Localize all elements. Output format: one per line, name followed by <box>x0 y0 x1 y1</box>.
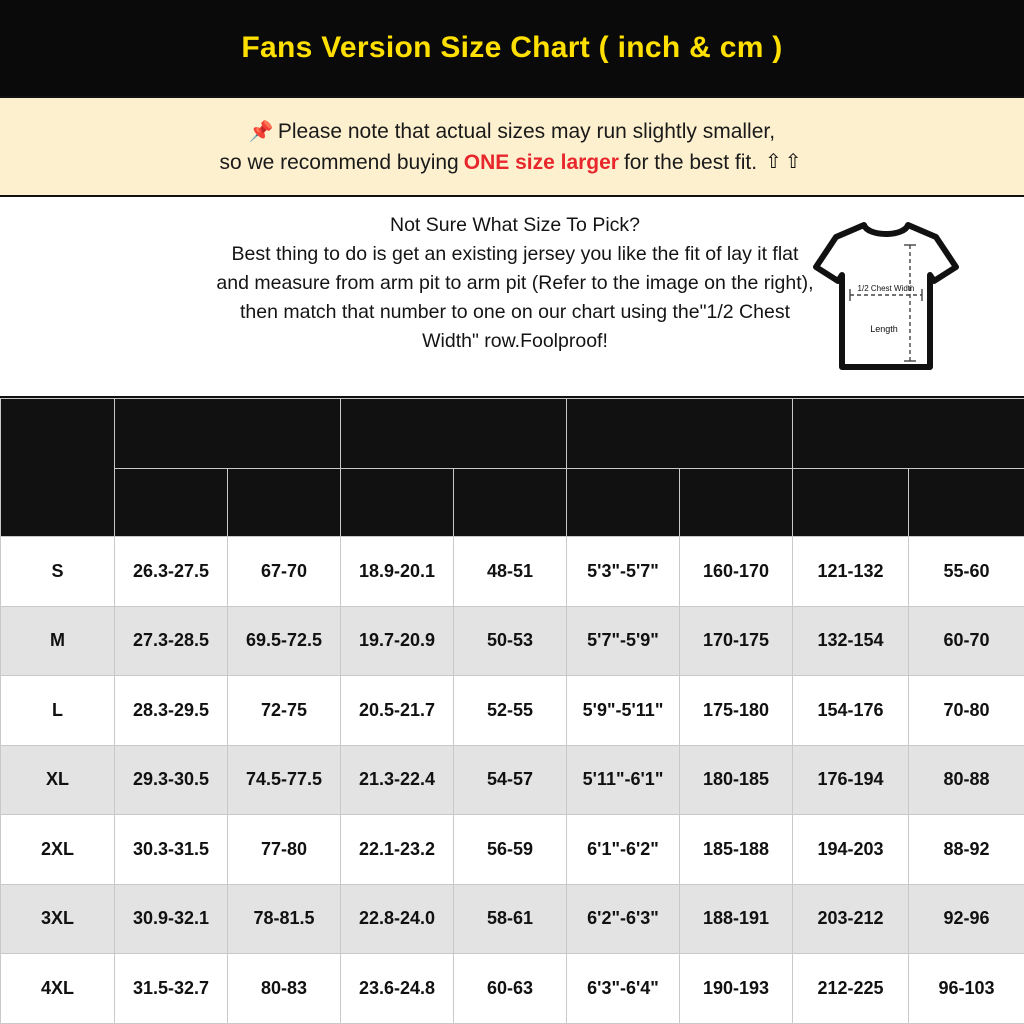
cell-chest-inch: 21.3-22.4 <box>341 745 454 815</box>
cell-weight-pound: 194-203 <box>793 815 909 885</box>
cell-length-inch: 30.3-31.5 <box>115 815 228 885</box>
header-group-weight: Weight <box>793 399 1024 469</box>
note-line-1 <box>249 116 775 147</box>
table-body <box>1 537 1024 1024</box>
header-unit-height-inch: inch <box>567 469 680 537</box>
cell-chest-inch: 22.8-24.0 <box>341 884 454 954</box>
cell-chest-cm: 48-51 <box>454 537 567 607</box>
cell-length-cm: 69.5-72.5 <box>228 606 341 676</box>
cell-length-cm: 78-81.5 <box>228 884 341 954</box>
tshirt-icon <box>806 215 966 380</box>
cell-size: 3XL <box>1 884 115 954</box>
cell-height-inch: 5'9"-5'11" <box>567 676 680 746</box>
title-bar <box>0 0 1024 96</box>
cell-length-inch: 30.9-32.1 <box>115 884 228 954</box>
header-size: SIZE <box>1 399 115 537</box>
cell-chest-cm: 58-61 <box>454 884 567 954</box>
table-row <box>1 954 1024 1024</box>
table-row <box>1 884 1024 954</box>
cell-chest-inch: 20.5-21.7 <box>341 676 454 746</box>
cell-weight-pound: 121-132 <box>793 537 909 607</box>
guide-line-5: Width" row.Foolproof! <box>422 330 608 352</box>
guide-line-2: Best thing to do is get an existing jersey you like the fit of lay it flat <box>231 243 799 265</box>
cell-length-inch: 28.3-29.5 <box>115 676 228 746</box>
cell-height-inch: 5'11"-6'1" <box>567 745 680 815</box>
header-unit-chest-cm: cm <box>454 469 567 537</box>
cell-height-cm: 180-185 <box>680 745 793 815</box>
cell-weight-pound: 176-194 <box>793 745 909 815</box>
cell-chest-inch: 18.9-20.1 <box>341 537 454 607</box>
cell-length-inch: 27.3-28.5 <box>115 606 228 676</box>
cell-height-cm: 175-180 <box>680 676 793 746</box>
diagram-length-label: Length <box>870 324 898 334</box>
cell-chest-inch: 19.7-20.9 <box>341 606 454 676</box>
cell-weight-kg: 80-88 <box>909 745 1024 815</box>
table-row <box>1 606 1024 676</box>
guide-line-4: then match that number to one on our chart using the"1/2 Chest <box>239 301 790 323</box>
cell-chest-cm: 52-55 <box>454 676 567 746</box>
pushpin-icon: 📌 <box>248 121 274 143</box>
cell-size: M <box>1 606 115 676</box>
cell-length-cm: 80-83 <box>228 954 341 1024</box>
table-unit-header-row <box>1 469 1024 537</box>
cell-height-inch: 6'2"-6'3" <box>567 884 680 954</box>
cell-length-cm: 72-75 <box>228 676 341 746</box>
cell-weight-kg: 60-70 <box>909 606 1024 676</box>
tshirt-diagram <box>806 215 966 380</box>
size-table <box>0 398 1024 1024</box>
cell-weight-pound: 154-176 <box>793 676 909 746</box>
header-unit-length-inch: inch <box>115 469 228 537</box>
cell-weight-pound: 212-225 <box>793 954 909 1024</box>
note-highlight: ONE size larger <box>463 150 619 174</box>
page-title: Fans Version Size Chart ( inch & cm ) <box>241 31 783 64</box>
guide-line-1: Not Sure What Size To Pick? <box>390 214 640 236</box>
cell-chest-inch: 23.6-24.8 <box>341 954 454 1024</box>
cell-size: 4XL <box>1 954 115 1024</box>
table-group-header-row <box>1 399 1024 469</box>
cell-length-inch: 26.3-27.5 <box>115 537 228 607</box>
cell-height-cm: 170-175 <box>680 606 793 676</box>
cell-weight-kg: 55-60 <box>909 537 1024 607</box>
up-arrows-icon: ⇧⇧ <box>765 150 805 173</box>
cell-chest-cm: 56-59 <box>454 815 567 885</box>
table-row <box>1 537 1024 607</box>
header-group-length: Length <box>115 399 341 469</box>
note-text-1: Please note that actual sizes may run slightly smaller, <box>277 119 776 143</box>
cell-chest-cm: 50-53 <box>454 606 567 676</box>
cell-height-inch: 5'7"-5'9" <box>567 606 680 676</box>
cell-length-cm: 77-80 <box>228 815 341 885</box>
guide-section <box>0 197 1024 398</box>
cell-weight-kg: 70-80 <box>909 676 1024 746</box>
size-table-wrap <box>0 398 1024 1024</box>
header-group-chest-width: 1/2 Chest Width <box>341 399 567 469</box>
cell-length-cm: 74.5-77.5 <box>228 745 341 815</box>
header-unit-weight-pound: Pound <box>793 469 909 537</box>
header-unit-height-cm: cm <box>680 469 793 537</box>
cell-weight-kg: 88-92 <box>909 815 1024 885</box>
cell-weight-kg: 96-103 <box>909 954 1024 1024</box>
cell-weight-pound: 203-212 <box>793 884 909 954</box>
table-head <box>1 399 1024 537</box>
guide-line-3: and measure from arm pit to arm pit (Refer to the image on the right), <box>216 272 814 294</box>
diagram-chest-label: 1/2 Chest Width <box>857 284 915 293</box>
cell-height-cm: 160-170 <box>680 537 793 607</box>
note-line-2 <box>219 147 804 178</box>
table-row <box>1 745 1024 815</box>
cell-height-inch: 6'3"-6'4" <box>567 954 680 1024</box>
table-row <box>1 815 1024 885</box>
cell-length-inch: 29.3-30.5 <box>115 745 228 815</box>
cell-height-inch: 6'1"-6'2" <box>567 815 680 885</box>
cell-weight-kg: 92-96 <box>909 884 1024 954</box>
cell-length-cm: 67-70 <box>228 537 341 607</box>
header-unit-weight-kg: KG <box>909 469 1024 537</box>
note-text-2-after: for the best fit. <box>623 150 758 174</box>
cell-size: XL <box>1 745 115 815</box>
cell-chest-cm: 54-57 <box>454 745 567 815</box>
cell-chest-cm: 60-63 <box>454 954 567 1024</box>
cell-chest-inch: 22.1-23.2 <box>341 815 454 885</box>
cell-size: L <box>1 676 115 746</box>
cell-size: 2XL <box>1 815 115 885</box>
table-row <box>1 676 1024 746</box>
cell-size: S <box>1 537 115 607</box>
note-text-2-before: so we recommend buying <box>219 150 459 174</box>
cell-height-inch: 5'3"-5'7" <box>567 537 680 607</box>
guide-text <box>152 211 872 356</box>
note-banner <box>0 96 1024 197</box>
header-group-height: Height <box>567 399 793 469</box>
cell-height-cm: 185-188 <box>680 815 793 885</box>
header-unit-chest-inch: inch <box>341 469 454 537</box>
header-unit-length-cm: cm <box>228 469 341 537</box>
cell-weight-pound: 132-154 <box>793 606 909 676</box>
cell-height-cm: 188-191 <box>680 884 793 954</box>
cell-length-inch: 31.5-32.7 <box>115 954 228 1024</box>
cell-height-cm: 190-193 <box>680 954 793 1024</box>
